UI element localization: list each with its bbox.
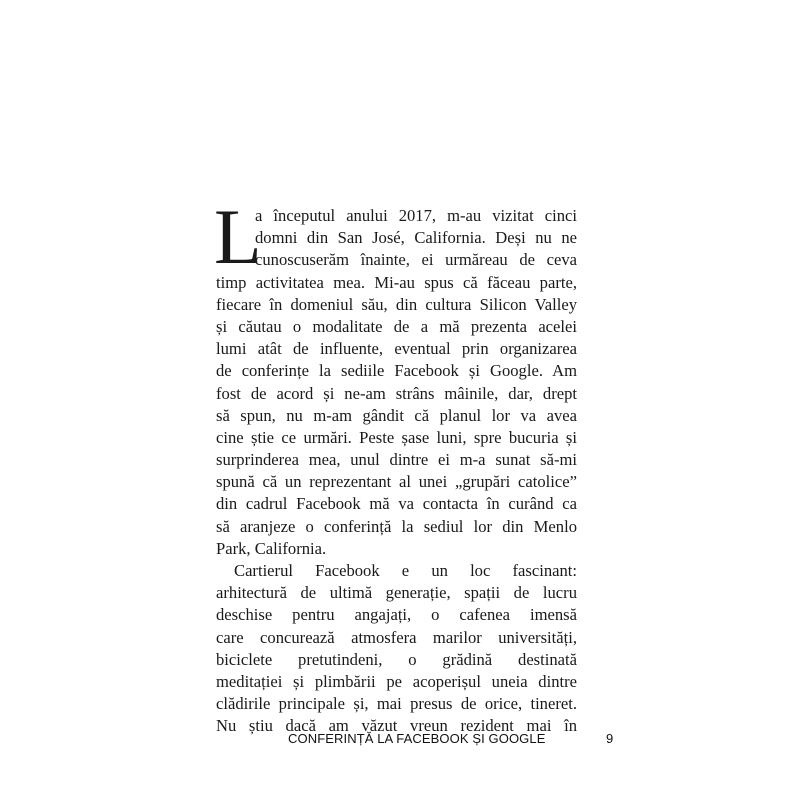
text-line: spună că un reprezentant al unei „grupări catolice”	[216, 472, 577, 492]
text-line: să aranjeze o conferință la sediul lor din Menlo	[216, 516, 577, 536]
text-line: deschise pentru angajați, o cafenea imensă	[216, 605, 577, 625]
text-line: surprinderea mea, unul dintre ei m-a sunat să-mi	[216, 450, 577, 470]
text-line: din cadrul Facebook mă va contacta în curând ca	[216, 494, 577, 514]
text-line: cine știe ce urmări. Peste șase luni, spre bucuria și	[216, 427, 577, 447]
running-head: CONFERINȚĂ LA FACEBOOK ȘI GOOGLE	[288, 731, 546, 746]
text-line: Nu știu dacă am văzut vreun rezident mai în	[216, 716, 577, 736]
text-line: care concurează atmosfera marilor universități,	[216, 627, 577, 647]
paragraph-1	[214, 193, 577, 560]
text-line: Park, California.	[216, 538, 327, 558]
page-number: 9	[606, 731, 614, 746]
text-line: fost de acord și ne-am strâns mâinile, dar, drept	[216, 383, 577, 403]
text-line: fiecare în domeniul său, din cultura Silicon Valley	[216, 294, 577, 314]
text-line: Cartierul Facebook e un loc fascinant:	[234, 561, 577, 580]
text-line: și căutau o modalitate de a mă prezenta acelei	[216, 316, 577, 336]
text-line: a începutul anului 2017, m-au vizitat cinci	[255, 206, 577, 225]
text-line: arhitectură de ultimă generație, spații de lucru	[216, 583, 577, 603]
page-footer	[0, 731, 800, 751]
text-line: clădirile principale și, mai presus de orice, tineret.	[216, 694, 577, 714]
paragraph-2	[216, 560, 577, 738]
text-line: de conferințe la sediile Facebook și Google. Am	[216, 361, 577, 381]
text-line: meditației și plimbării pe acoperișul uneia dintre	[216, 671, 577, 691]
text-line: timp activitatea mea. Mi-au spus că făceau parte,	[216, 272, 577, 292]
text-line: biciclete pretutindeni, o grădină destinată	[216, 649, 577, 669]
text-line: să spun, nu m-am gândit că planul lor va avea	[216, 405, 577, 425]
text-line: domni din San José, California. Deși nu ne	[255, 228, 577, 248]
text-line: lumi atât de influente, eventual prin organizarea	[216, 339, 577, 359]
body-text	[214, 193, 577, 738]
drop-cap: L	[214, 193, 262, 280]
text-line: cunoscuserăm înainte, ei urmăreau de ceva	[255, 250, 577, 270]
